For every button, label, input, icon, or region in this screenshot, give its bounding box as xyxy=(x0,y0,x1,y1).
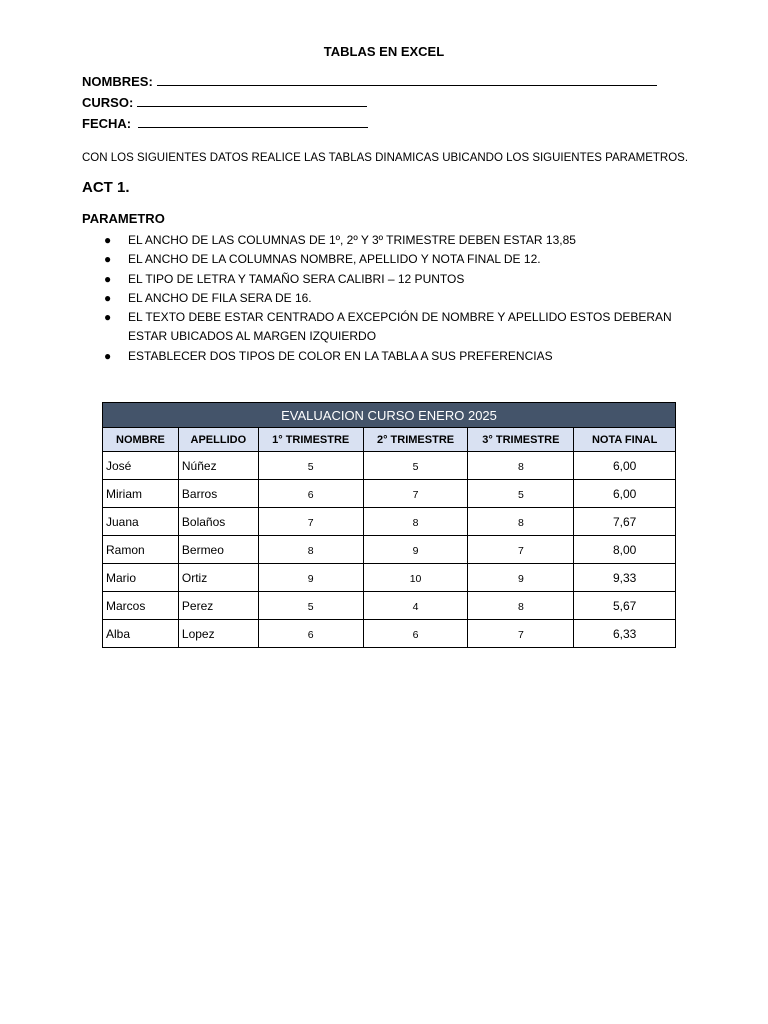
parameter-item: ● EL TIPO DE LETRA Y TAMAÑO SERA CALIBRI – 12 PUNTOS xyxy=(82,270,712,289)
cell-trimestre-3: 8 xyxy=(468,592,574,620)
fecha-field xyxy=(82,115,368,131)
evaluation-table xyxy=(102,402,676,648)
parameter-item: ● EL ANCHO DE LAS COLUMNAS DE 1º, 2º Y 3º TRIMESTRE DEBEN ESTAR 13,85 xyxy=(82,231,712,250)
cell-trimestre-2: 4 xyxy=(363,592,468,620)
column-header-trimestre-3: 3° TRIMESTRE xyxy=(468,428,574,452)
cell-nota-final: 6,33 xyxy=(574,620,676,648)
parameters-list xyxy=(82,231,712,366)
cell-trimestre-3: 8 xyxy=(468,508,574,536)
cell-apellido: Bermeo xyxy=(178,536,258,564)
parameter-item: ● ESTABLECER DOS TIPOS DE COLOR EN LA TABLA A SUS PREFERENCIAS xyxy=(82,347,712,366)
cell-nota-final: 6,00 xyxy=(574,452,676,480)
bullet-icon: ● xyxy=(104,290,112,305)
table-row xyxy=(103,508,676,536)
parameter-item: ● EL TEXTO DEBE ESTAR CENTRADO A EXCEPCIÓN DE NOMBRE Y APELLIDO ESTOS DEBERAN ESTAR UBICADOS AL MARGEN IZQUIERDO xyxy=(104,310,672,344)
column-header-apellido: APELLIDO xyxy=(178,428,258,452)
cell-trimestre-3: 7 xyxy=(468,620,574,648)
curso-label: CURSO: xyxy=(82,95,134,110)
cell-trimestre-3: 9 xyxy=(468,564,574,592)
cell-trimestre-3: 5 xyxy=(468,480,574,508)
table-title: EVALUACION CURSO ENERO 2025 xyxy=(103,403,676,428)
bullet-icon: ● xyxy=(104,233,112,247)
table-header-row xyxy=(103,428,676,452)
cell-apellido: Bolaños xyxy=(178,508,258,536)
column-header-nombre: NOMBRE xyxy=(103,428,179,452)
cell-trimestre-1: 7 xyxy=(258,508,363,536)
bullet-icon: ● xyxy=(104,348,112,363)
curso-field xyxy=(82,94,367,110)
table-title-row xyxy=(103,403,676,428)
cell-trimestre-2: 5 xyxy=(363,452,468,480)
cell-nombre: José xyxy=(103,452,179,480)
nombres-label: NOMBRES: xyxy=(82,74,153,89)
cell-trimestre-2: 6 xyxy=(363,620,468,648)
parameter-item: ● EL ANCHO DE LA COLUMNAS NOMBRE, APELLIDO Y NOTA FINAL DE 12. xyxy=(82,250,712,269)
fecha-label: FECHA: xyxy=(82,116,132,131)
bullet-icon: ● xyxy=(104,271,112,286)
cell-nota-final: 8,00 xyxy=(574,536,676,564)
bullet-icon: ● xyxy=(104,252,112,267)
curso-blank-line xyxy=(137,94,367,107)
cell-apellido: Perez xyxy=(178,592,258,620)
cell-trimestre-1: 5 xyxy=(258,452,363,480)
cell-apellido: Núñez xyxy=(178,452,258,480)
cell-nombre: Alba xyxy=(103,620,179,648)
cell-trimestre-1: 6 xyxy=(258,480,363,508)
cell-nombre: Juana xyxy=(103,508,179,536)
table-row xyxy=(103,480,676,508)
cell-trimestre-2: 8 xyxy=(363,508,468,536)
bullet-icon: ● xyxy=(104,310,112,325)
cell-trimestre-3: 8 xyxy=(468,452,574,480)
cell-nota-final: 7,67 xyxy=(574,508,676,536)
cell-nota-final: 5,67 xyxy=(574,592,676,620)
cell-trimestre-2: 9 xyxy=(363,536,468,564)
cell-nota-final: 6,00 xyxy=(574,480,676,508)
parameter-item: ● EL ANCHO DE FILA SERA DE 16. xyxy=(82,289,712,308)
activity-heading: ACT 1. xyxy=(82,179,130,196)
cell-nota-final: 9,33 xyxy=(574,564,676,592)
cell-nombre: Miriam xyxy=(103,480,179,508)
table-row xyxy=(103,592,676,620)
cell-trimestre-2: 7 xyxy=(363,480,468,508)
document-title: TABLAS EN EXCEL xyxy=(323,44,445,59)
cell-trimestre-3: 7 xyxy=(468,536,574,564)
column-header-trimestre-2: 2° TRIMESTRE xyxy=(363,428,468,452)
parameters-heading: PARAMETRO xyxy=(82,211,165,226)
instruction-text: CON LOS SIGUIENTES DATOS REALICE LAS TABLAS DINAMICAS UBICANDO LOS SIGUIENTES PARAMETROS. xyxy=(82,152,689,164)
table-row xyxy=(103,564,676,592)
fecha-blank-line xyxy=(138,115,368,128)
cell-trimestre-1: 6 xyxy=(258,620,363,648)
table-row xyxy=(103,452,676,480)
cell-apellido: Lopez xyxy=(178,620,258,648)
cell-trimestre-1: 8 xyxy=(258,536,363,564)
nombres-field xyxy=(82,73,657,89)
column-header-nota-final: NOTA FINAL xyxy=(574,428,676,452)
table-row xyxy=(103,536,676,564)
cell-nombre: Mario xyxy=(103,564,179,592)
cell-nombre: Ramon xyxy=(103,536,179,564)
cell-trimestre-1: 9 xyxy=(258,564,363,592)
cell-apellido: Ortiz xyxy=(178,564,258,592)
nombres-blank-line xyxy=(157,73,657,86)
column-header-trimestre-1: 1° TRIMESTRE xyxy=(258,428,363,452)
cell-trimestre-1: 5 xyxy=(258,592,363,620)
cell-apellido: Barros xyxy=(178,480,258,508)
cell-nombre: Marcos xyxy=(103,592,179,620)
table-row xyxy=(103,620,676,648)
cell-trimestre-2: 10 xyxy=(363,564,468,592)
